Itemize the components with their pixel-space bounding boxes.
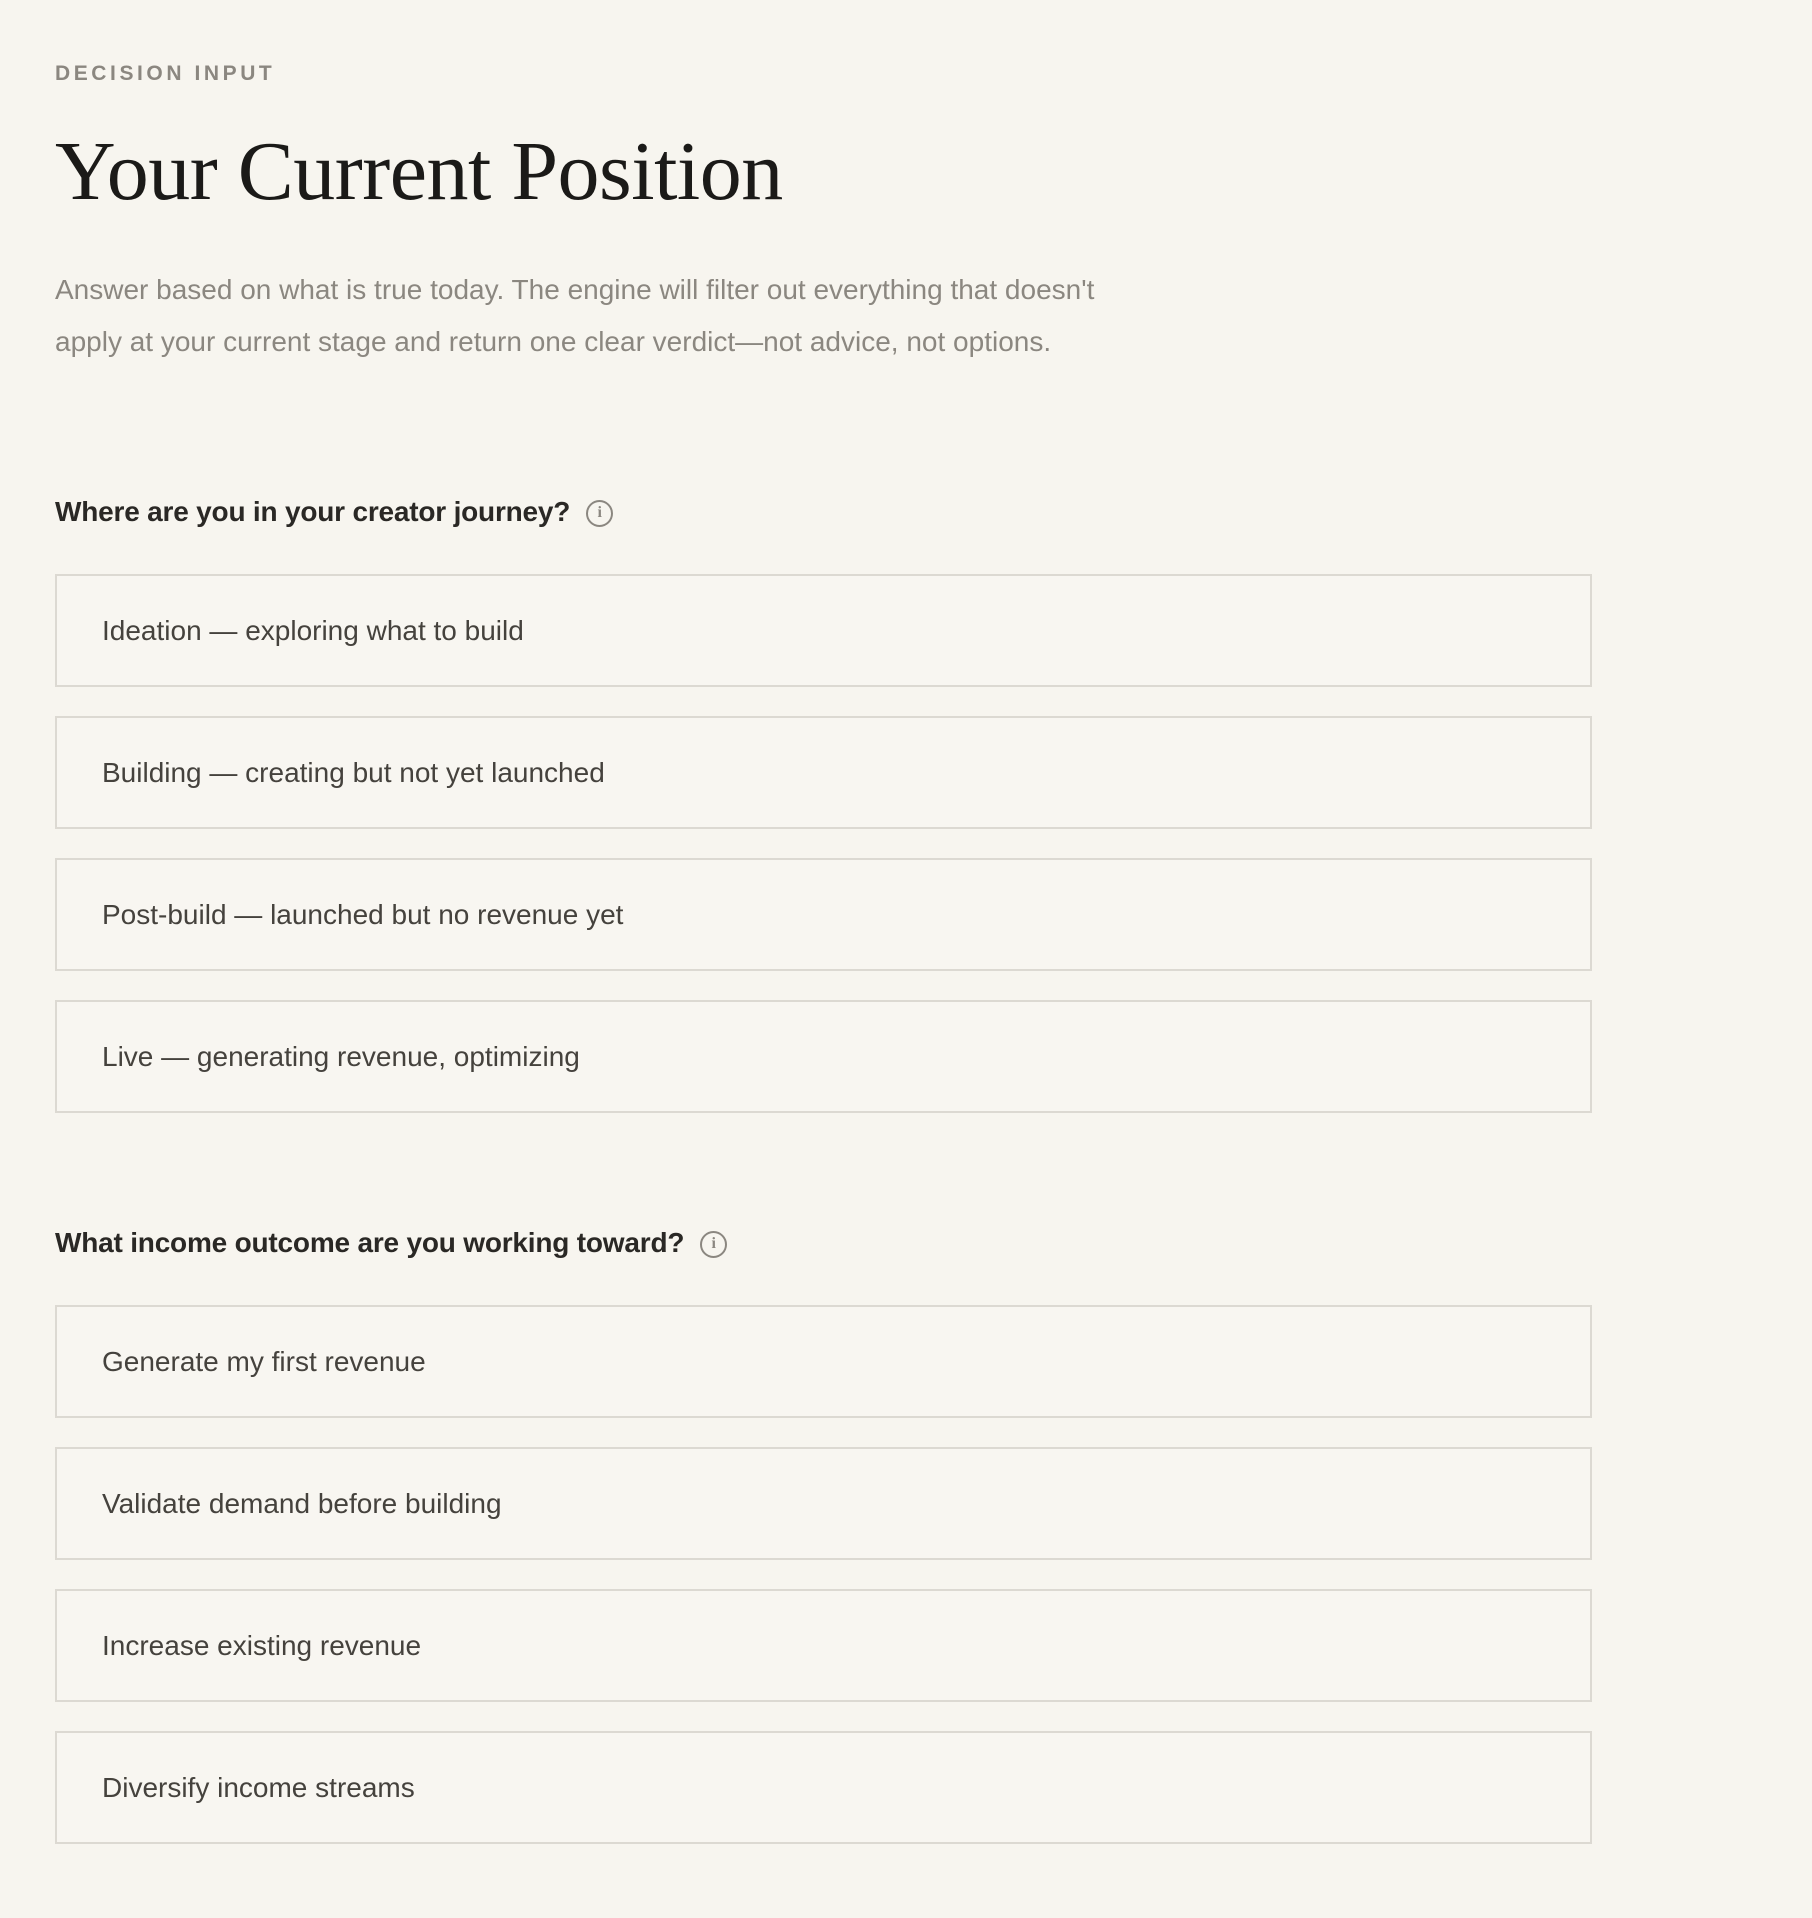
question-label-creator-journey: Where are you in your creator journey? [55, 496, 571, 528]
page-title: Your Current Position [55, 125, 783, 218]
option-increase-revenue[interactable]: Increase existing revenue [55, 1589, 1592, 1702]
option-validate-demand[interactable]: Validate demand before building [55, 1447, 1592, 1560]
eyebrow-label: DECISION INPUT [55, 62, 276, 85]
option-live[interactable]: Live — generating revenue, optimizing [55, 1000, 1592, 1113]
question-row [55, 496, 1812, 528]
question-row [55, 1227, 1812, 1259]
page-description: Answer based on what is true today. The engine will filter out everything that doesn't apply at your current stage and return one clear verdict—not advice, not options. [55, 274, 1095, 358]
option-diversify-income[interactable]: Diversify income streams [55, 1731, 1592, 1844]
options-list-income-outcome [55, 1305, 1592, 1844]
option-ideation[interactable]: Ideation — exploring what to build [55, 574, 1592, 687]
question-label-income-outcome: What income outcome are you working toward? [55, 1227, 685, 1259]
info-circle-icon[interactable]: i [700, 1231, 727, 1258]
question-group-income-outcome [55, 1227, 1812, 1844]
question-group-creator-journey [55, 496, 1812, 1113]
option-first-revenue[interactable]: Generate my first revenue [55, 1305, 1592, 1418]
option-building[interactable]: Building — creating but not yet launched [55, 716, 1592, 829]
info-circle-icon[interactable]: i [586, 500, 613, 527]
option-post-build[interactable]: Post-build — launched but no revenue yet [55, 858, 1592, 971]
options-list-creator-journey [55, 574, 1592, 1113]
